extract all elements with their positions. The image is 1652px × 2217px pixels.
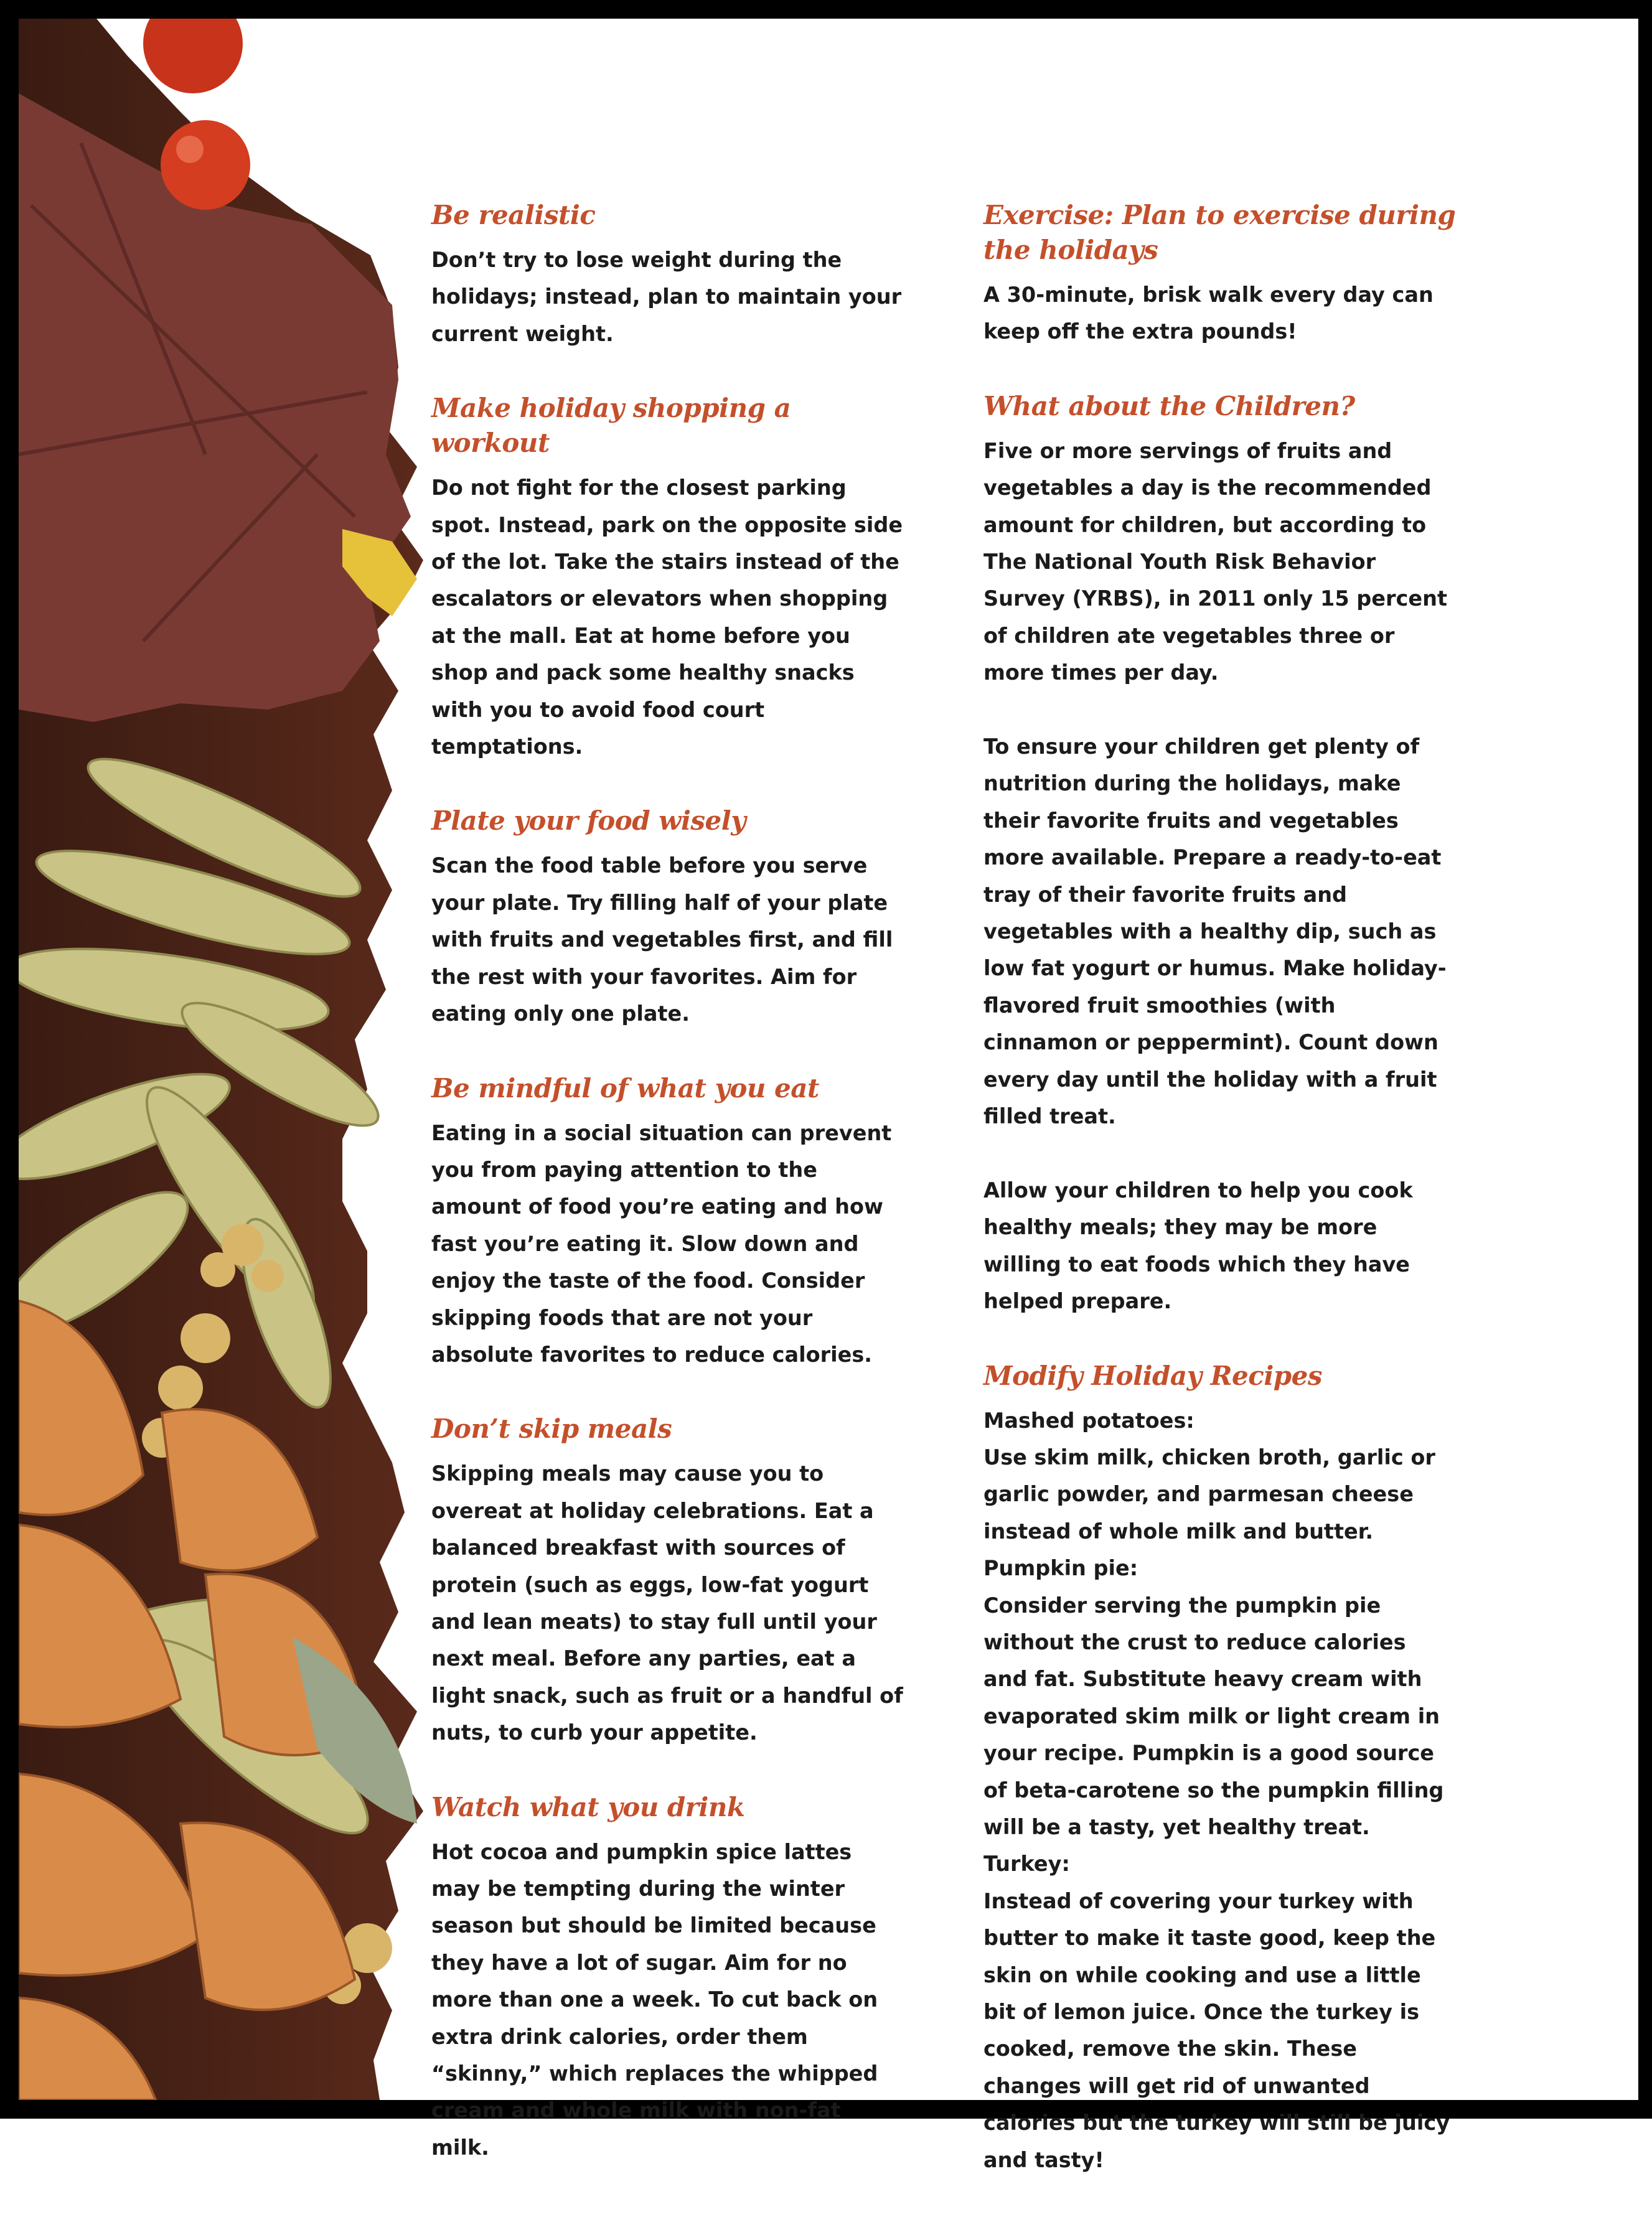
section-dont-skip-meals xyxy=(431,1412,904,1751)
section-heading: Exercise: Plan to exercise during the holidays xyxy=(983,200,1456,265)
section-paragraph: Allow your children to help you cook healthy meals; they may be more willing to eat foods which they have helped prepare. xyxy=(983,1178,1413,1314)
recipe-label: Turkey: xyxy=(983,1852,1070,1877)
recipe-text: Consider serving the pumpkin pie without the crust to reduce calories and fat. Substitute heavy cream with evaporated skim milk or light cream in your recipe. Pumpkin is a good source of beta-carotene so the pumpkin filling will be a tasty, yet healthy treat. xyxy=(983,1593,1444,1839)
autumn-leaves-image xyxy=(19,19,442,2100)
section-body: Do not fight for the closest parking spot. Instead, park on the opposite side of the lot. Take the stairs instead of the escalators or elevators when shopping at the mall. Eat at home before you shop and pack some healthy snacks with you to avoid food court temptations. xyxy=(431,476,903,759)
section-heading: Be realistic xyxy=(431,200,596,230)
section-children xyxy=(983,389,1457,1320)
section-watch-drink xyxy=(431,1790,904,2167)
section-heading: What about the Children? xyxy=(983,390,1355,421)
section-paragraph: To ensure your children get plenty of nutrition during the holidays, make their favorite fruits and vegetables more available. Prepare a ready-to-eat tray of their favorite fruits and vegetables with a healthy dip, such as low fat yogurt or humus. Make holiday-flavored fruit smoothies (with cinnamon or peppermint). Count down every day until the holiday with a fruit filled treat. xyxy=(983,734,1447,1129)
left-column xyxy=(431,198,904,2205)
section-heading: Watch what you drink xyxy=(431,1791,745,1822)
section-shopping-workout xyxy=(431,391,904,765)
section-body: Scan the food table before you serve your plate. Try filling half of your plate with fruits and vegetables first, and fill the rest with your favorites. Aim for eating only one plate. xyxy=(431,853,893,1026)
section-body: Hot cocoa and pumpkin spice lattes may be tempting during the winter season but should be limited because they have a lot of sugar. Aim for no more than one a week. To cut back on extra drink calories, order them “skinny,” which replaces the whipped cream and whole milk with non-fat milk. xyxy=(431,1839,878,2160)
section-heading: Plate your food wisely xyxy=(431,805,746,837)
section-be-mindful xyxy=(431,1071,904,1374)
section-heading: Don’t skip meals xyxy=(431,1413,672,1445)
recipe-text: Use skim milk, chicken broth, garlic or garlic powder, and parmesan cheese instead of whole milk and butter. xyxy=(983,1445,1435,1544)
section-heading: Modify Holiday Recipes xyxy=(983,1360,1323,1391)
section-be-realistic xyxy=(431,198,904,352)
section-body: Skipping meals may cause you to overeat at holiday celebrations. Eat a balanced breakfast with sources of protein (such as eggs, low-fat yogurt and lean meats) to stay full until your next meal. Before any parties, eat a light snack, such as fruit or a handful of nuts, to curb your appetite. xyxy=(431,1461,903,1745)
right-column xyxy=(983,198,1457,2217)
section-paragraph: Five or more servings of fruits and vegetables a day is the recommended amount for children, but according to The National Youth Risk Behavior Survey (YRBS), in 2011 only 15 percent of children ate vegetables three or more times per day. xyxy=(983,438,1447,685)
recipe-label: Mashed potatoes: xyxy=(983,1408,1194,1433)
section-body: Don’t try to lose weight during the holidays; instead, plan to maintain your current weight. xyxy=(431,248,902,346)
section-exercise xyxy=(983,198,1457,350)
recipe-label: Pumpkin pie: xyxy=(983,1556,1138,1581)
section-heading: Make holiday shopping a workout xyxy=(431,393,791,459)
section-body: Eating in a social situation can prevent you from paying attention to the amount of food you’re eating and how fast you’re eating it. Slow down and enjoy the taste of the food. Consider skipping foods that are not your absolute favorites to reduce calories. xyxy=(431,1120,892,1367)
section-recipes xyxy=(983,1359,1457,2179)
section-heading: Be mindful of what you eat xyxy=(431,1072,819,1104)
section-plate-food xyxy=(431,804,904,1032)
section-body: A 30-minute, brisk walk every day can keep off the extra pounds! xyxy=(983,283,1434,344)
recipe-text: Instead of covering your turkey with butter to make it taste good, keep the skin on while cooking and use a little bit of lemon juice. Once the turkey is cooked, remove the skin. These changes will get rid of unwanted calories but the turkey will still be juicy and tasty! xyxy=(983,1888,1450,2172)
